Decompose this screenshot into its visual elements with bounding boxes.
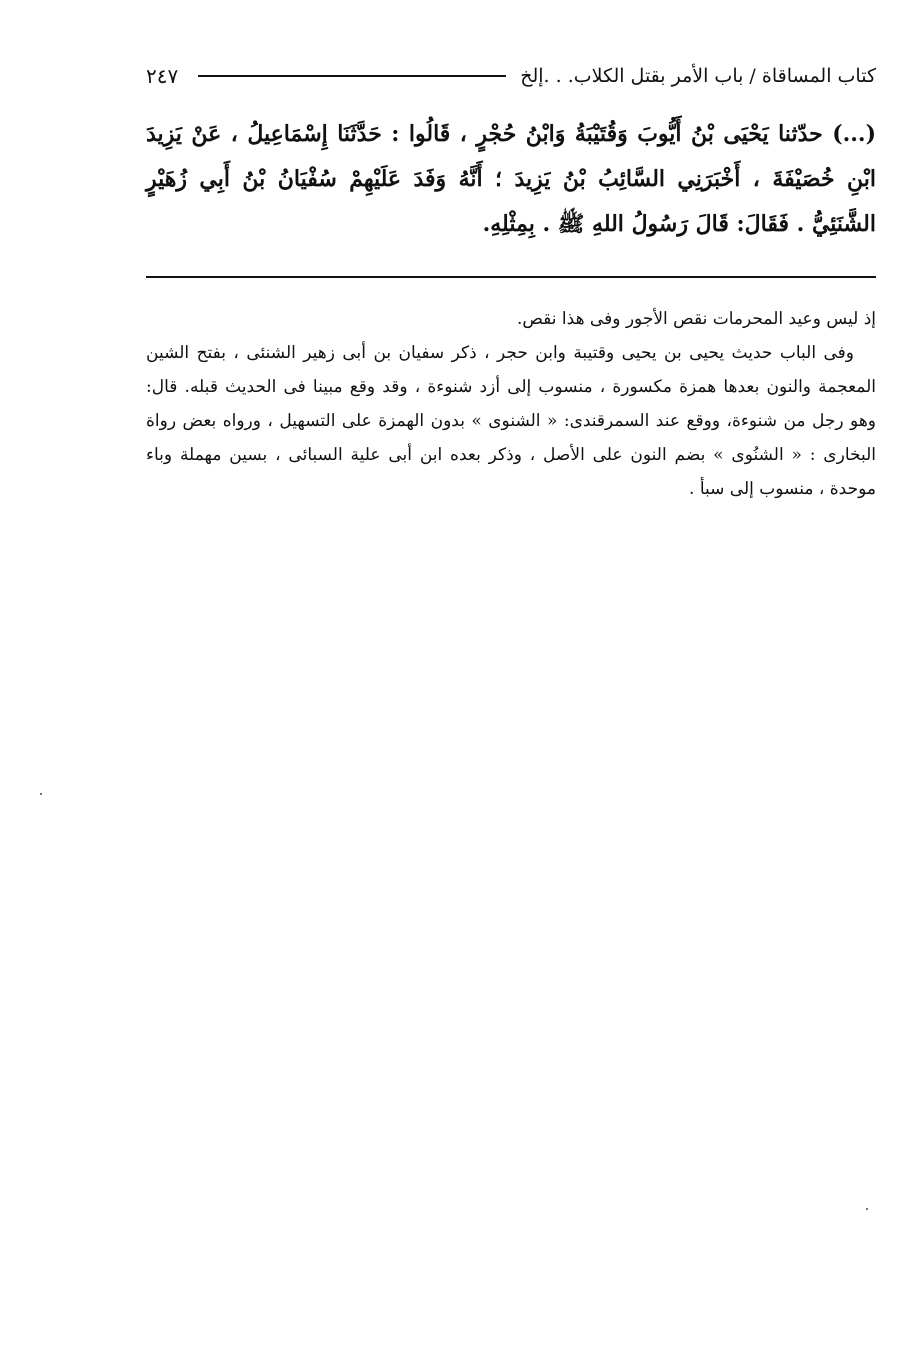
section-divider	[146, 276, 876, 278]
scan-speck	[866, 1208, 868, 1210]
page-number: ٢٤٧	[146, 64, 179, 88]
hadith-text: (...) حدّثنا يَحْيَى بْنُ أَيُّوبَ وَقُتَيْبَةُ وَابْنُ حُجْرٍ ، قَالُوا : حَدَّثَنَا إِسْمَاعِيلُ ، عَنْ يَزِيدَ ابْنِ خُصَيْفَةَ ، أَخْبَرَنِي السَّائِبُ بْنُ يَزِيدَ ؛ أَنَّهُ وَفَدَ عَلَيْهِمْ سُفْيَانُ بْنُ أَبِي زُهَيْرٍ الشَّنَئِيُّ . فَقَالَ: قَالَ رَسُولُ اللهِ ﷺ . بِمِثْلِهِ.	[146, 121, 876, 237]
header-rule	[198, 75, 506, 77]
commentary-paragraph: إذ ليس وعيد المحرمات نقص الأجور وفى هذا نقص.	[516, 309, 876, 329]
scan-speck	[40, 793, 42, 795]
chapter-title: كتاب المساقاة / باب الأمر بقتل الكلاب. . .إلخ	[520, 65, 876, 87]
commentary	[146, 302, 876, 506]
running-header	[146, 58, 876, 94]
commentary-paragraph: وفى الباب حديث يحيى بن يحيى وقتيبة وابن حجر ، ذكر سفيان بن أبى زهير الشنئى ، بفتح الشين المعجمة والنون بعدها همزة مكسورة ، منسوب إلى أزد شنوءة ، وقد وقع مبينا فى الحديث قبله. قال: وهو رجل من شنوءة، ووقع عند السمرقندى: « الشنوى » بدون الهمزة على التسهيل ، ورواه بعض رواة البخارى : « الشنُوى » بضم النون على الأصل ، وذكر بعده ابن أبى علية السبائى ، بسين مهملة وباء موحدة ، منسوب إلى سبأ .	[146, 343, 876, 499]
